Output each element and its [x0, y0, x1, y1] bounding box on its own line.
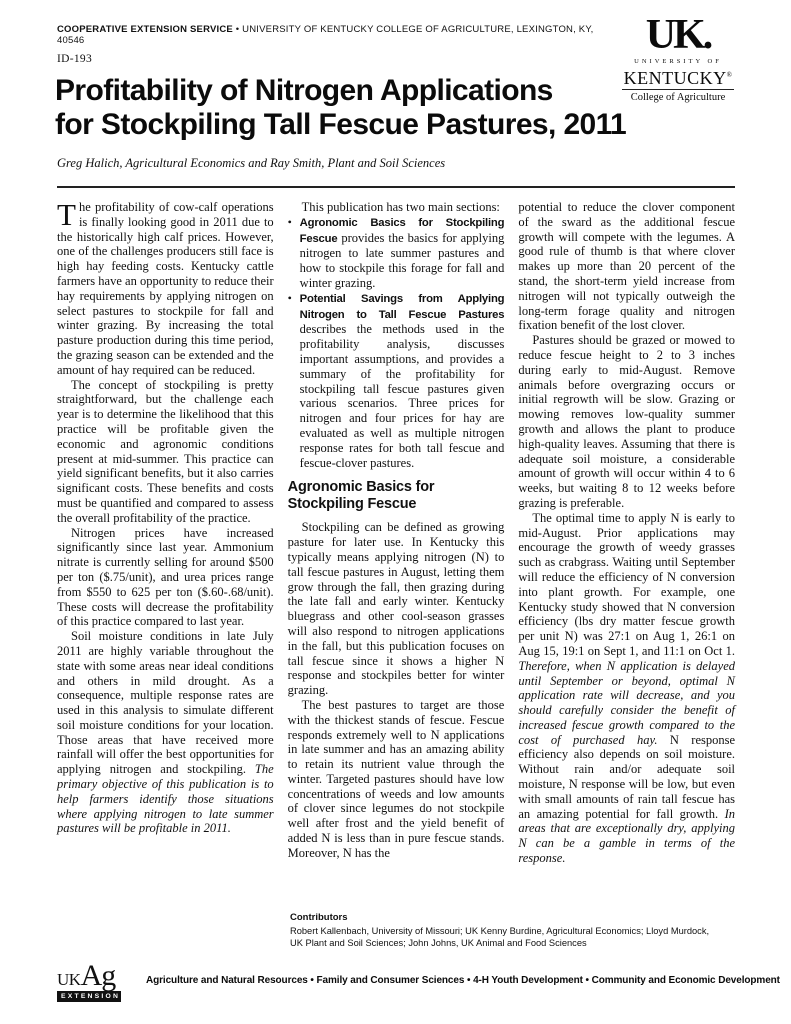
uk-logo-college: College of Agriculture — [622, 89, 734, 105]
bullet-lead: Potential Savings from Applying Nitrogen to Tall Fescue Pastures — [299, 292, 505, 321]
contributors-text: Robert Kallenbach, University of Missouri; UK Kenny Burdine, Agricultural Economics; Lloyd Murdock, UK Plant and Soil Sciences; John Johns, UK Animal and Food Sciences — [290, 926, 710, 948]
bullet-icon: • — [287, 214, 292, 229]
paragraph: Pastures should be grazed or mowed to reduce fescue height to 2 to 3 inches during early to mid-August. Remove animals before overgrazing occurs or initial regrowth will be slow. Grazing or mowing removes low-quality summer growth and allows the plant to produce high-quality leaves. Assuming that there is adequate soil moisture, a considerable amount of growth will occur within 4 to 6 weeks, but waiting 8 to 12 weeks before grazing is preferable. — [518, 333, 736, 510]
paragraph: Nitrogen prices have increased significantly since last year. Ammonium nitrate is currently selling for around $500 per ton ($.75/unit), and urea prices range from $550 to 625 per ton ($.60-.68/unit). These costs will decrease the profitability of this practice compared to last year. — [57, 525, 274, 629]
bullet-icon: • — [287, 290, 292, 305]
paragraph: This publication has two main sections: — [301, 200, 500, 214]
footer-program-areas: Agriculture and Natural Resources • Family and Consumer Sciences • 4-H Youth Development • Community and Economic Development — [146, 975, 780, 986]
italic-advice: Therefore, when N application is delayed until September or beyond, optimal N application rate will decrease, and you should carefully consider the benefit of increased fescue growth compared to the cost of purchased hay. — [518, 658, 736, 747]
masthead-bold: COOPERATIVE EXTENSION SERVICE — [57, 24, 233, 35]
column-2 — [288, 200, 505, 912]
column-3 — [518, 200, 735, 912]
italic-gamble: In areas that are exceptionally dry, applying N can be a gamble in terms of the response. — [518, 806, 736, 866]
masthead — [57, 24, 617, 46]
publication-id: ID-193 — [57, 53, 93, 65]
contributors-heading: Contributors — [290, 912, 348, 923]
header-rule — [57, 186, 735, 188]
extension-banner: EXTENSION — [57, 991, 121, 1002]
section-heading-agronomic-basics: Agronomic Basics for Stockpiling Fescue — [287, 479, 435, 513]
drop-cap: T — [57, 197, 76, 232]
paragraph: The concept of stockpiling is pretty straightforward, but the challenge each year is to determine the likelihood that this practice will be profitable given the economic and agronomic conditions present at mid-summer. This practice can yield significant benefits, but it also carries significant costs. These benefits and costs must be quantified and compared to assess the overall profitability of the practice. — [57, 377, 274, 525]
uk-college-of-agriculture-logo — [622, 14, 734, 105]
uk-logo-mark: UK. — [645, 12, 711, 58]
paragraph: The profitability of cow-calf operations is finally looking good in 2011 due to the historically high calf prices. However, one of the challenges producers still face is high hay feeding costs. Kentucky cattle farmers have an opportunity to reduce their hay requirements by applying nitrogen on select pastures to stockpile for fall and winter grazing. By increasing the total pasture production during this time period, the grazing season can be extended and the amount of hay required can be reduced. — [57, 197, 274, 377]
ukag-uk-text: UK — [57, 970, 81, 989]
ukag-extension-logo — [57, 959, 137, 1002]
ukag-ag-text: Ag — [80, 959, 116, 992]
column-1 — [57, 197, 274, 912]
title-line-1: Profitability of Nitrogen Applications — [55, 74, 553, 107]
title-line-2: for Stockpiling Tall Fescue Pastures, 2011 — [55, 108, 627, 141]
bullet-lead: Agronomic Basics for Stockpiling Fescue — [299, 216, 505, 245]
registered-mark: ® — [726, 71, 733, 79]
contributors-block — [290, 912, 720, 949]
bullet-item: • Potential Savings from Applying Nitrogen to Tall Fescue Pastures describes the methods used in the profitability analysis, discusses important assumptions, and provides a summary of the profitability for stockpiling tall fescue pastures given various scenarios. Three prices for nitrogen and four prices for hay are evaluated as well as multiple nitrogen response rates for both tall fescue and fescue-clover pastures. — [287, 290, 505, 470]
paragraph: Stockpiling can be defined as growing pasture for later use. In Kentucky this typically means applying nitrogen (N) to tall fescue pastures in August, letting them grow through the fall, then grazing during the late fall and early winter. Kentucky bluegrass and other cool-season grasses will also respond to nitrogen applications in the fall, but this publication focuses on tall fescue since it shows a higher N response and stockpiles better for winter grazing. — [287, 520, 505, 698]
paragraph: The optimal time to apply N is early to mid-August. Prior applications may encourage the growth of weedy grasses such as crabgrass. Waiting until September will reduce the efficiency of N conversion into plant growth. For example, one Kentucky study showed that N conversion efficiency (lbs dry matter fescue growth per unit N) was 27:1 on Aug 1, 26:1 on Aug 15, 19:1 on Sept 1, and 11:1 on Oct 1. Therefore, when N application is delayed until September or beyond, optimal N application rate will decrease, and you should carefully consider the benefit of increased fescue growth compared to the cost of purchased hay. N response efficiency also depends on soil moisture. Without rain and/or adequate soil moisture, N response will be low, but even with small amounts of rain tall fescue has an amazing potential for fall growth. In areas that are exceptionally dry, applying N can be a gamble in terms of the response. — [518, 510, 736, 866]
page-title — [55, 74, 630, 142]
paragraph: Soil moisture conditions in late July 2011 are highly variable throughout the state with some areas near ideal conditions and others in mild drought. As a consequence, multiple response rates are used in this analysis to simulate different soil moisture conditions for your location. Those areas that have received more rainfall will offer the best opportunities for applying nitrogen and stockpiling. The primary objective of this publication is to help farmers identify those situations where applying nitrogen to late summer pastures will be profitable in 2011. — [57, 629, 274, 836]
paragraph: potential to reduce the clover component of the sward as the additional fescue growth will compete with the legumes. A good rule of thumb is that where clover makes up more than 20 percent of the stand, the short-term yield increase from nitrogen will not typically outweigh the long-term forage quality and nitrogen fixation benefit of the lost clover. — [518, 200, 736, 333]
bullet-item: • Agronomic Basics for Stockpiling Fescue provides the basics for applying nitrogen to late summer pastures and how to stockpile this forage for fall and winter grazing. — [287, 214, 505, 290]
byline: Greg Halich, Agricultural Economics and Ray Smith, Plant and Soil Sciences — [57, 156, 446, 170]
article-body — [57, 197, 736, 912]
uk-logo-university-of: UNIVERSITY OF — [634, 58, 722, 65]
paragraph: The best pastures to target are those with the thickest stands of fescue. Fescue responds extremely well to N applications in late summer and has an amazing ability to retain its nutrient value through the winter. Targeted pastures should have low concentrations of weeds and low amounts of clover since legumes do not stockpile well after frost and the yield benefit of added N is less than in pure fescue stands. Moreover, N has the — [287, 697, 505, 860]
italic-objective: The primary objective of this publication is to help farmers identify those situations where applying nitrogen to late summer pastures will be profitable in 2011. — [57, 762, 274, 836]
masthead-rest: • UNIVERSITY OF KENTUCKY COLLEGE OF AGRICULTURE, LEXINGTON, KY, 40546 — [57, 24, 594, 46]
uk-logo-kentucky: KENTUCKY® — [623, 68, 733, 88]
